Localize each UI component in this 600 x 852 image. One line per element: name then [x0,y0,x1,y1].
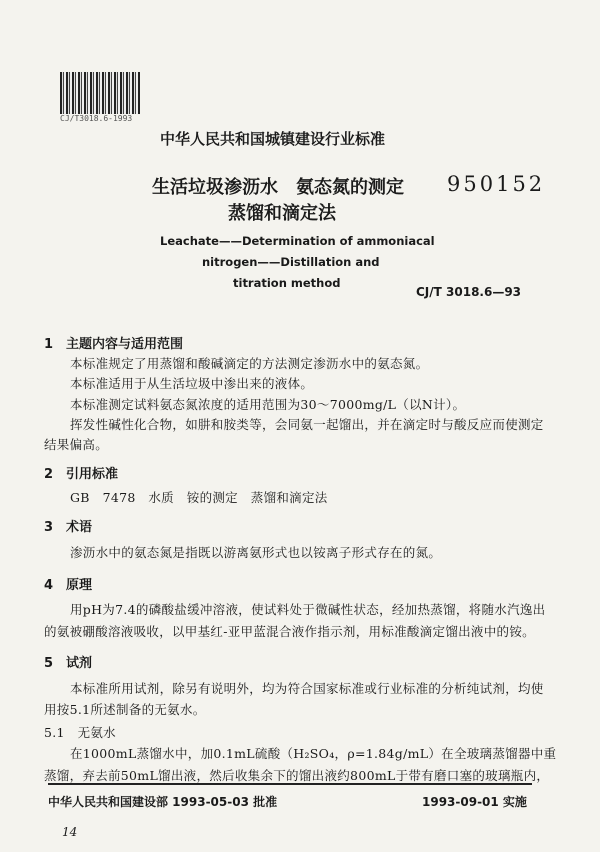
paragraph: 结果偏高。 [44,437,109,452]
page-number: 14 [62,825,78,839]
section-5-heading: 5 试剂 [44,656,93,671]
standard-code: CJ/T 3018.6—93 [416,285,522,299]
barcode [60,72,140,114]
section-2-heading: 2 引用标准 [44,467,119,482]
document-number: 950152 [447,172,546,196]
section-3-heading: 3 术语 [44,520,93,535]
effective-date: 1993-09-01 实施 [422,795,527,809]
paragraph: 本标准规定了用蒸馏和酸碱滴定的方法测定渗沥水中的氨态氮。 [70,356,429,371]
title-line-1: 生活垃圾渗沥水 氨态氮的测定 [152,177,404,198]
section-4-heading: 4 原理 [44,578,93,593]
english-title-3: titration method [233,276,341,290]
section-1-heading: 1 主题内容与适用范围 [44,337,184,352]
barcode-text: CJ/T3018.6-1993 [60,114,133,123]
paragraph: 本标准测定试料氨态氮浓度的适用范围为30～7000mg/L（以N计）。 [70,397,466,412]
english-title-2: nitrogen——Distillation and [202,255,380,269]
paragraph: 用按5.1所述制备的无氨水。 [44,702,206,717]
paragraph: 蒸馏，弃去前50mL馏出液，然后收集余下的馏出液约800mL于带有磨口塞的玻璃瓶内， [44,768,550,783]
paragraph: 的氨被硼酸溶液吸收，以甲基红-亚甲蓝混合液作指示剂，用标准酸滴定馏出液中的铵。 [44,624,535,639]
paragraph: GB 7478 水质 铵的测定 蒸馏和滴定法 [70,490,328,505]
paragraph: 本标准所用试剂，除另有说明外，均为符合国家标准或行业标准的分析纯试剂，均使 [70,681,544,696]
paragraph: 渗沥水中的氨态氮是指既以游离氨形式也以铵离子形式存在的氮。 [70,545,442,560]
paragraph: 本标准适用于从生活垃圾中渗出来的液体。 [70,376,314,391]
section-5-1-heading: 5.1 无氨水 [44,725,116,740]
footer-rule [48,783,532,785]
title-line-2: 蒸馏和滴定法 [228,203,336,224]
paragraph: 在1000mL蒸馏水中，加0.1mL硫酸（H₂SO₄，ρ=1.84g/mL）在全玻璃蒸馏器中重 [70,746,557,761]
approval-date: 中华人民共和国建设部 1993-05-03 批准 [48,795,278,809]
issuer-header: 中华人民共和国城镇建设行业标准 [160,130,386,148]
english-title-1: Leachate——Determination of ammoniacal [160,234,435,248]
paragraph: 挥发性碱性化合物，如肼和胺类等，会同氨一起馏出，并在滴定时与酸反应而使测定 [70,417,544,432]
paragraph: 用pH为7.4的磷酸盐缓冲溶液，使试料处于微碱性状态，经加热蒸馏，将随水汽逸出 [70,602,546,617]
